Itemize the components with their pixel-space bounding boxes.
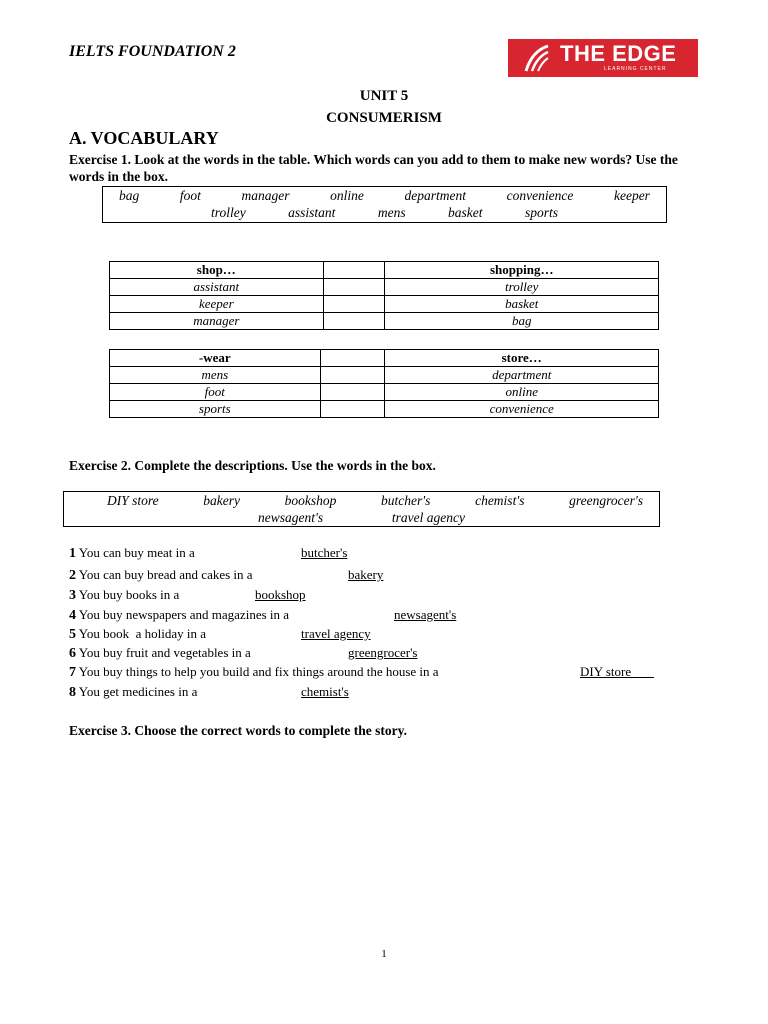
table-cell: online <box>385 384 659 401</box>
exercise2-instruction: Exercise 2. Complete the descriptions. Use the words in the box. <box>69 458 436 473</box>
item-text: You book a holiday in a <box>78 626 207 641</box>
item-number: 8 <box>69 685 76 700</box>
table-header-cell: shopping… <box>385 262 659 279</box>
word-box-item: keeper <box>613 188 650 203</box>
table-cell: assistant <box>110 279 324 296</box>
table-cell: bag <box>385 313 659 330</box>
item-text: You can buy bread and cakes in a <box>78 567 253 582</box>
item-number: 4 <box>69 608 76 623</box>
table-cell: trolley <box>385 279 659 296</box>
item-number: 5 <box>69 627 76 642</box>
item-number: 2 <box>69 568 76 583</box>
table-cell <box>323 313 385 330</box>
table-row <box>110 296 659 313</box>
table-cell: department <box>385 367 659 384</box>
item-answer: travel agency <box>301 626 371 641</box>
exercise2-item <box>69 684 349 701</box>
course-title: IELTS FOUNDATION 2 <box>69 43 236 60</box>
exercise2-item <box>69 626 371 643</box>
word-box-item: DIY store <box>107 493 159 508</box>
table-cell: foot <box>110 384 321 401</box>
table-cell: convenience <box>385 401 659 418</box>
logo-subtext: LEARNING CENTER <box>604 66 667 72</box>
table-row <box>110 367 659 384</box>
word-box-item: butcher's <box>381 493 431 508</box>
exercise3-instruction: Exercise 3. Choose the correct words to complete the story. <box>69 723 408 738</box>
word-box-item: trolley <box>211 205 246 220</box>
word-box-item: assistant <box>288 205 336 220</box>
exercise2-item <box>69 587 306 604</box>
word-box-item: department <box>404 188 467 203</box>
item-text: You can buy meat in a <box>78 545 195 560</box>
table-header-row <box>110 350 659 367</box>
table-cell <box>320 384 385 401</box>
word-box-item: chemist's <box>475 493 525 508</box>
table-cell: basket <box>385 296 659 313</box>
word-box-item: newsagent's <box>258 510 324 525</box>
table-cell: manager <box>110 313 324 330</box>
item-number: 3 <box>69 588 76 603</box>
exercise2-item <box>69 664 654 681</box>
item-number: 7 <box>69 665 76 680</box>
word-box-item: online <box>330 188 364 203</box>
exercise2-word-box <box>63 491 660 527</box>
table-cell <box>320 367 385 384</box>
table-row <box>110 279 659 296</box>
table-row <box>110 313 659 330</box>
word-box-item: manager <box>241 188 290 203</box>
item-number: 6 <box>69 646 76 661</box>
exercise2-item <box>69 607 457 624</box>
table-header-cell: shop… <box>110 262 324 279</box>
item-text: You buy newspapers and magazines in a <box>78 607 290 622</box>
exercise1-instruction: Exercise 1. Look at the words in the table. Which words can you add to them to make new words? Use the words in the box. <box>69 152 678 184</box>
unit-number: UNIT 5 <box>359 88 409 104</box>
word-box-item: convenience <box>506 188 574 203</box>
table-cell <box>323 279 385 296</box>
item-answer: DIY store <box>580 664 654 679</box>
table-row <box>110 401 659 418</box>
table-cell <box>323 296 385 313</box>
logo-brand-text: THE EDGE <box>560 41 677 66</box>
table-header-cell: store… <box>385 350 659 367</box>
table-row <box>110 384 659 401</box>
word-box-item: mens <box>377 205 406 220</box>
item-answer: greengrocer's <box>348 645 418 660</box>
table-header-cell <box>320 350 385 367</box>
item-text: You buy things to help you build and fix things around the house in a <box>78 664 439 679</box>
item-answer: butcher's <box>301 545 348 560</box>
item-number: 1 <box>69 546 76 561</box>
wear-store-table <box>109 349 659 418</box>
section-heading: A. VOCABULARY <box>69 128 219 148</box>
table-header-row <box>110 262 659 279</box>
page-number: 1 <box>381 948 387 960</box>
word-box-item: basket <box>448 205 483 220</box>
word-box-item: bakery <box>203 493 241 508</box>
exercise2-item <box>69 645 418 662</box>
word-box-item: greengrocer's <box>569 493 643 508</box>
the-edge-logo <box>508 39 698 77</box>
word-box-item: foot <box>179 188 201 203</box>
item-answer: newsagent's <box>394 607 457 622</box>
word-box-item: travel agency <box>391 510 465 525</box>
table-header-cell <box>323 262 385 279</box>
item-text: You get medicines in a <box>78 684 198 699</box>
unit-title: CONSUMERISM <box>326 110 442 126</box>
word-box-item: bookshop <box>284 493 337 508</box>
item-answer: bakery <box>348 567 384 582</box>
item-text: You buy books in a <box>78 587 180 602</box>
table-header-cell: -wear <box>110 350 321 367</box>
table-cell <box>320 401 385 418</box>
word-box-item: bag <box>119 188 140 203</box>
logo-mark-icon <box>522 43 552 73</box>
table-cell: keeper <box>110 296 324 313</box>
exercise1-word-box <box>102 186 667 223</box>
item-answer: chemist's <box>301 684 349 699</box>
exercise2-item <box>69 545 348 562</box>
table-cell: sports <box>110 401 321 418</box>
word-box-item: sports <box>524 205 558 220</box>
exercise2-item <box>69 567 384 584</box>
shop-shopping-table <box>109 261 659 330</box>
table-cell: mens <box>110 367 321 384</box>
item-text: You buy fruit and vegetables in a <box>78 645 251 660</box>
item-answer: bookshop <box>255 587 306 602</box>
